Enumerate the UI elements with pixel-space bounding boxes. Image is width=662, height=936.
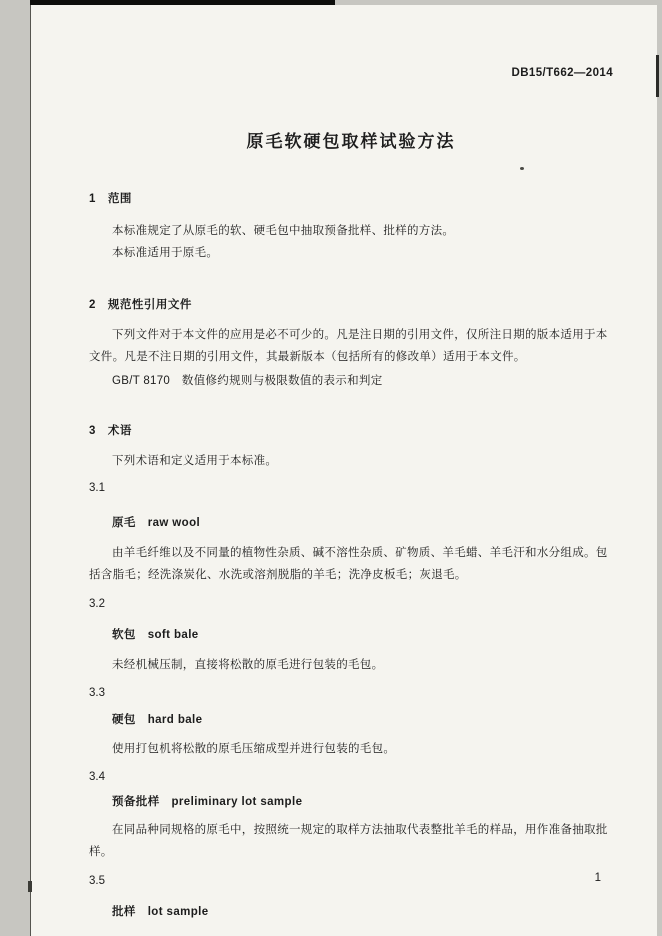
section-heading-scope: 1 范围 [89, 193, 132, 205]
term-number: 3.5 [89, 875, 105, 887]
term-title: 批样 lot sample [112, 906, 209, 918]
doc-number: DB15/T662—2014 [511, 67, 613, 79]
page-title: 原毛软硬包取样试验方法 [246, 132, 456, 151]
term-title: 软包 soft bale [112, 629, 199, 641]
term-definition: 由羊毛纤维以及不同量的植物性杂质、碱不溶性杂质、矿物质、羊毛蜡、羊毛汗和水分组成。包括含脂毛；经洗涤炭化、水洗或溶剂脱脂的羊毛；洗净皮板毛；灰退毛。 [89, 547, 608, 581]
section-heading-terms: 3 术语 [89, 425, 132, 437]
term-title: 原毛 raw wool [112, 517, 201, 529]
scan-artifact-left-mark [28, 881, 32, 892]
term-number: 3.4 [89, 771, 105, 783]
scope-paragraph-1: 本标准规定了从原毛的软、硬毛包中抽取预备批样、批样的方法。 [112, 225, 455, 237]
term-number: 3.3 [89, 687, 105, 699]
references-paragraph: 下列文件对于本文件的应用是必不可少的。凡是注日期的引用文件，仅所注日期的版本适用于本文件。凡是不注日期的引用文件，其最新版本（包括所有的修改单）适用于本文件。 [89, 329, 608, 363]
scan-artifact-right-edge [656, 55, 659, 97]
scan-artifact-top-edge [30, 0, 335, 5]
term-title: 预备批样 preliminary lot sample [112, 796, 303, 808]
terms-intro: 下列术语和定义适用于本标准。 [112, 455, 278, 467]
term-number: 3.1 [89, 482, 105, 494]
term-title: 硬包 hard bale [112, 714, 203, 726]
section-heading-references: 2 规范性引用文件 [89, 299, 192, 311]
scope-paragraph-2: 本标准适用于原毛。 [112, 247, 219, 259]
term-definition: 使用打包机将松散的原毛压缩成型并进行包装的毛包。 [112, 743, 396, 755]
term-number: 3.2 [89, 598, 105, 610]
term-definition: 在同品种同规格的原毛中，按照统一规定的取样方法抽取代表整批羊毛的样品，用作准备抽取批样。 [89, 824, 608, 858]
term-definition: 未经机械压制，直接将松散的原毛进行包装的毛包。 [112, 659, 384, 671]
scan-speck [520, 167, 524, 170]
page-number: 1 [594, 872, 601, 884]
references-standard-line: GB/T 8170 数值修约规则与极限数值的表示和判定 [112, 375, 383, 387]
document-page [30, 5, 657, 936]
